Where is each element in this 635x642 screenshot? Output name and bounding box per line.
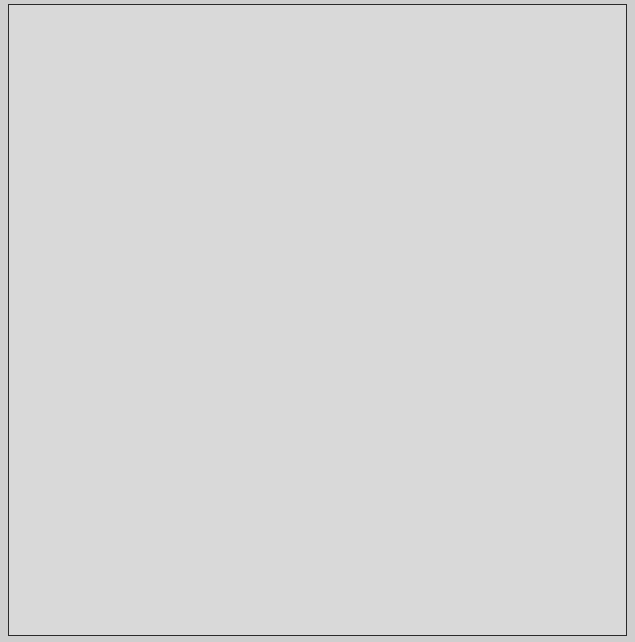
notice-body [15,33,620,607]
notice-frame [8,4,627,636]
